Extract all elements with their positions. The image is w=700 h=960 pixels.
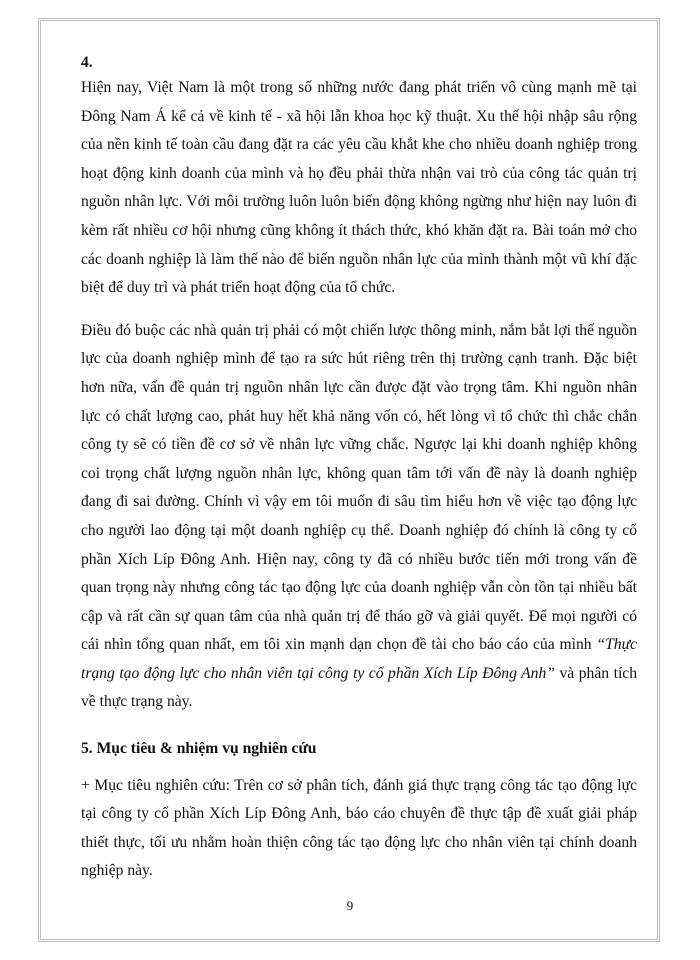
report-title: “Thực trạng tạo động lực cho nhân viên tại công ty cổ phần Xích Líp Đông Anh” (81, 636, 637, 682)
paragraph-2-ending: và phân tích về thực trạng này. (81, 664, 637, 711)
section-5-heading: 5. Mục tiêu & nhiệm vụ nghiên cứu (81, 740, 317, 758)
section-4-paragraph-1: Hiện nay, Việt Nam là một trong số những nước đang phát triển vô cùng mạnh mẽ tại Đông Nam Á kể cả về kinh tế - xã hội lẫn khoa học kỹ thuật. Xu thế hội nhập sâu rộng của nền kinh tế toàn cầu đang đặt ra các yêu cầu khắt khe cho nhiều doanh nghiệp trong hoạt động kinh doanh của mình và họ đều phải thừa nhận vai trò của công tác quản trị nguồn nhân lực. Với môi trường luôn luôn biến động không ngừng như hiện nay luôn đi kèm rất nhiều cơ hội nhưng cũng không ít thách thức, khó khăn đặt ra. Bài toán mở cho các doanh nghiệp là làm thế nào để biến nguồn nhân lực của mình thành một vũ khí đặc biệt để duy trì và phát triển hoạt động của tổ chức. (81, 79, 637, 297)
research-objective: + Mục tiêu nghiên cứu: Trên cơ sở phân tích, đánh giá thực trạng công tác tạo động lực tại công ty cổ phần Xích Líp Đông Anh, báo cáo chuyên đề thực tập đề xuất giải pháp thiết thực, tối ưu nhằm hoàn thiện công tác tạo động lực cho nhân viên tại chính doanh nghiệp này. (81, 776, 637, 880)
paragraph-2-text: Điều đó buộc các nhà quản trị phải có một chiến lược thông minh, nắm bắt lợi thế nguồn lực của doanh nghiệp mình để tạo ra sức hút riêng trên thị trường cạnh tranh. Đặc biệt hơn nữa, vấn đề quản trị nguồn nhân lực cần được đặt vào trọng tâm. Khi nguồn nhân lực có chất lượng cao, phát huy hết khả năng vốn có, hết lòng vì tổ chức thì chắc chắn công ty sẽ có tiền đề cơ sở về nhân lực vững chắc. Ngược lại khi doanh nghiệp không coi trọng chất lượng nguồn nhân lực, không quan tâm tới vấn đề này là doanh nghiệp đang đi sai đường. Chính vì vậy em tôi muốn đi sâu tìm hiểu hơn về việc tạo động lực cho người lao động tại một doanh nghiệp cụ thể. Doanh nghiệp đó chính là công ty cổ phần Xích Líp Đông Anh. Hiện nay, công ty đã có nhiều bước tiến mới trong vấn đề quan trọng này nhưng công tác tạo động lực của doanh nghiệp vẫn còn tồn tại nhiều bất cập và rất cần sự quan tâm của nhà quản trị để tháo gỡ và giải quyết. Để mọi người có cái nhìn tổng quan nhất, em tôi xin mạnh dạn chọn đề tài cho báo cáo của mình (81, 321, 637, 654)
section-4-number: 4. (81, 54, 93, 71)
page-content (81, 52, 637, 886)
section-4-paragraph-2 (81, 317, 637, 717)
page-number: 9 (346, 898, 354, 913)
